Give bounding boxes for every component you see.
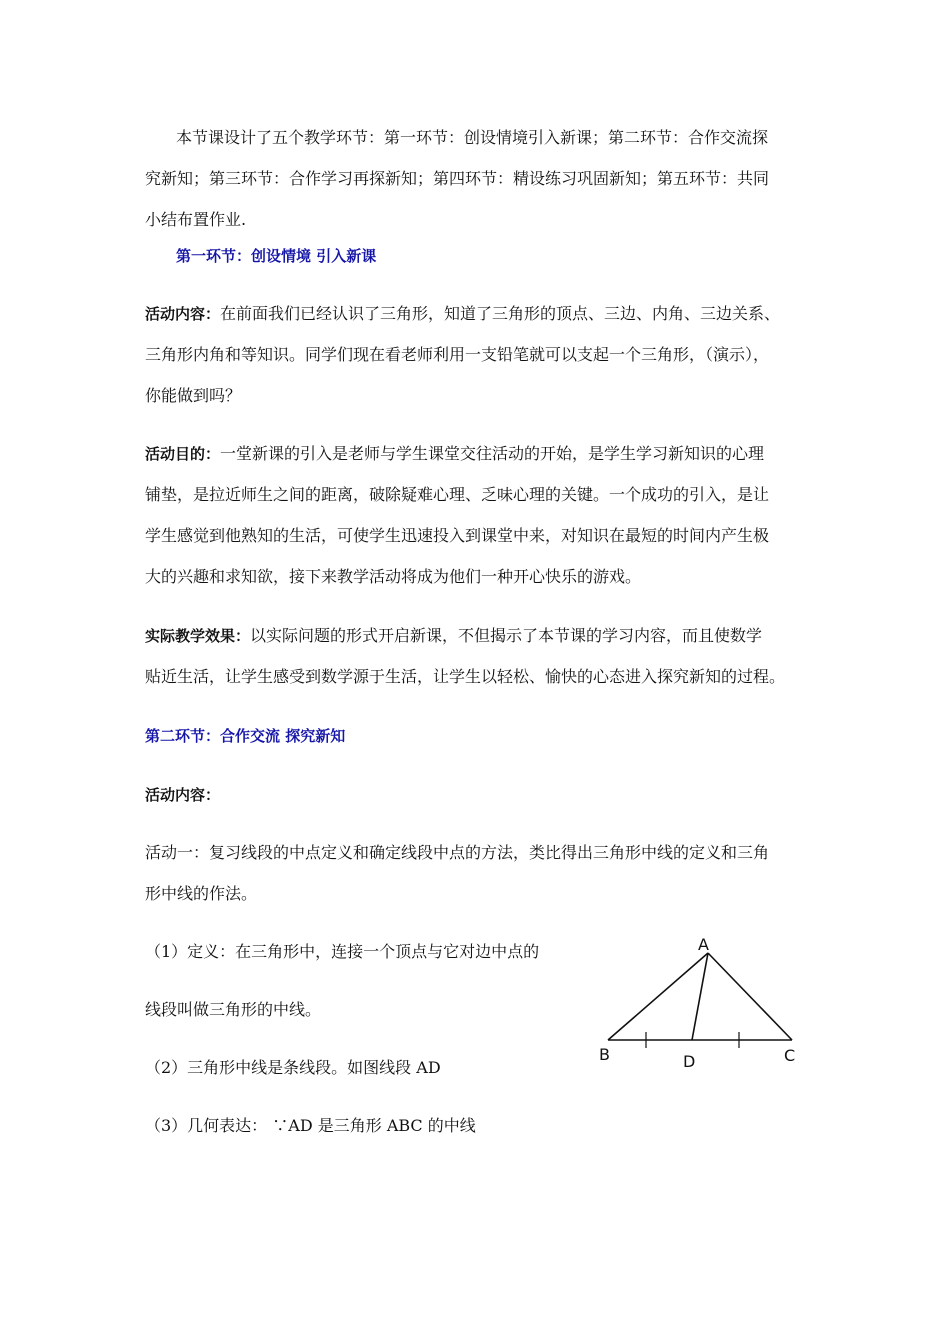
activity-content-text: 在前面我们已经认识了三角形，知道了三角形的顶点、三边、内角、三边关系、 (220, 304, 781, 323)
vertex-label-a: A (698, 935, 709, 954)
point-label-d: D (683, 1052, 696, 1071)
definition-line-1: （1）定义：在三角形中，连接一个顶点与它对边中点的 (145, 942, 540, 961)
activity-1-line-1: 活动一：复习线段的中点定义和确定线段中点的方法，类比得出三角形中线的定义和三角 (145, 843, 770, 862)
teaching-effect-text: 以实际问题的形式开启新课，不但揭示了本节课的学习内容，而且使数学 (250, 626, 763, 645)
section-1-effect-line-1 (145, 626, 762, 646)
section-1-effect-line-2: 贴近生活，让学生感受到数学源于生活，让学生以轻松、愉快的心态进入探究新知的过程。 (145, 667, 786, 686)
activity-1-line-2: 形中线的作法。 (145, 884, 258, 903)
triangle-side-ab (608, 953, 708, 1040)
section-1-heading: 第一环节：创设情境 引入新课 (176, 247, 377, 265)
definition-line-2: 线段叫做三角形的中线。 (145, 1000, 322, 1019)
section-1-purpose-line-2: 铺垫，是拉近师生之间的距离，破除疑难心理、乏味心理的关键。一个成功的引入，是让 (145, 485, 770, 504)
section-2-heading: 第二环节：合作交流 探究新知 (145, 727, 346, 745)
median-item-2: （2）三角形中线是条线段。如图线段 AD (145, 1058, 441, 1077)
intro-line-2: 究新知；第三环节：合作学习再探新知；第四环节：精设练习巩固新知；第五环节：共同 (145, 169, 770, 188)
vertex-label-c: C (784, 1046, 796, 1065)
section-1-purpose-line-3: 学生感觉到他熟知的生活，可使学生迅速投入到课堂中来，对知识在最短的时间内产生极 (145, 526, 770, 545)
activity-purpose-text: 一堂新课的引入是老师与学生课堂交往活动的开始，是学生学习新知识的心理 (220, 444, 765, 463)
activity-purpose-label: 活动目的： (145, 445, 221, 463)
triangle-median-figure (590, 935, 810, 1075)
median-item-3: （3）几何表达： ∵AD 是三角形 ABC 的中线 (145, 1116, 476, 1135)
median-ad (692, 953, 708, 1040)
section-1-content-line-1 (145, 304, 780, 324)
intro-line-3: 小结布置作业. (145, 210, 247, 229)
triangle-side-ac (708, 953, 792, 1040)
activity-content-label: 活动内容： (145, 305, 221, 323)
vertex-label-b: B (599, 1045, 610, 1064)
section-2-content-label: 活动内容： (145, 786, 221, 804)
teaching-effect-label: 实际教学效果： (145, 627, 251, 645)
section-1-content-line-2: 三角形内角和等知识。同学们现在看老师利用一支铅笔就可以支起一个三角形，（演示）， (145, 345, 770, 364)
section-1-content-line-3: 你能做到吗？ (145, 386, 242, 405)
section-1-purpose-line-4: 大的兴趣和求知欲，接下来教学活动将成为他们一种开心快乐的游戏。 (145, 567, 642, 586)
section-1-purpose-line-1 (145, 444, 764, 464)
intro-line-1: 本节课设计了五个教学环节：第一环节：创设情境引入新课；第二环节：合作交流探 (176, 128, 769, 147)
